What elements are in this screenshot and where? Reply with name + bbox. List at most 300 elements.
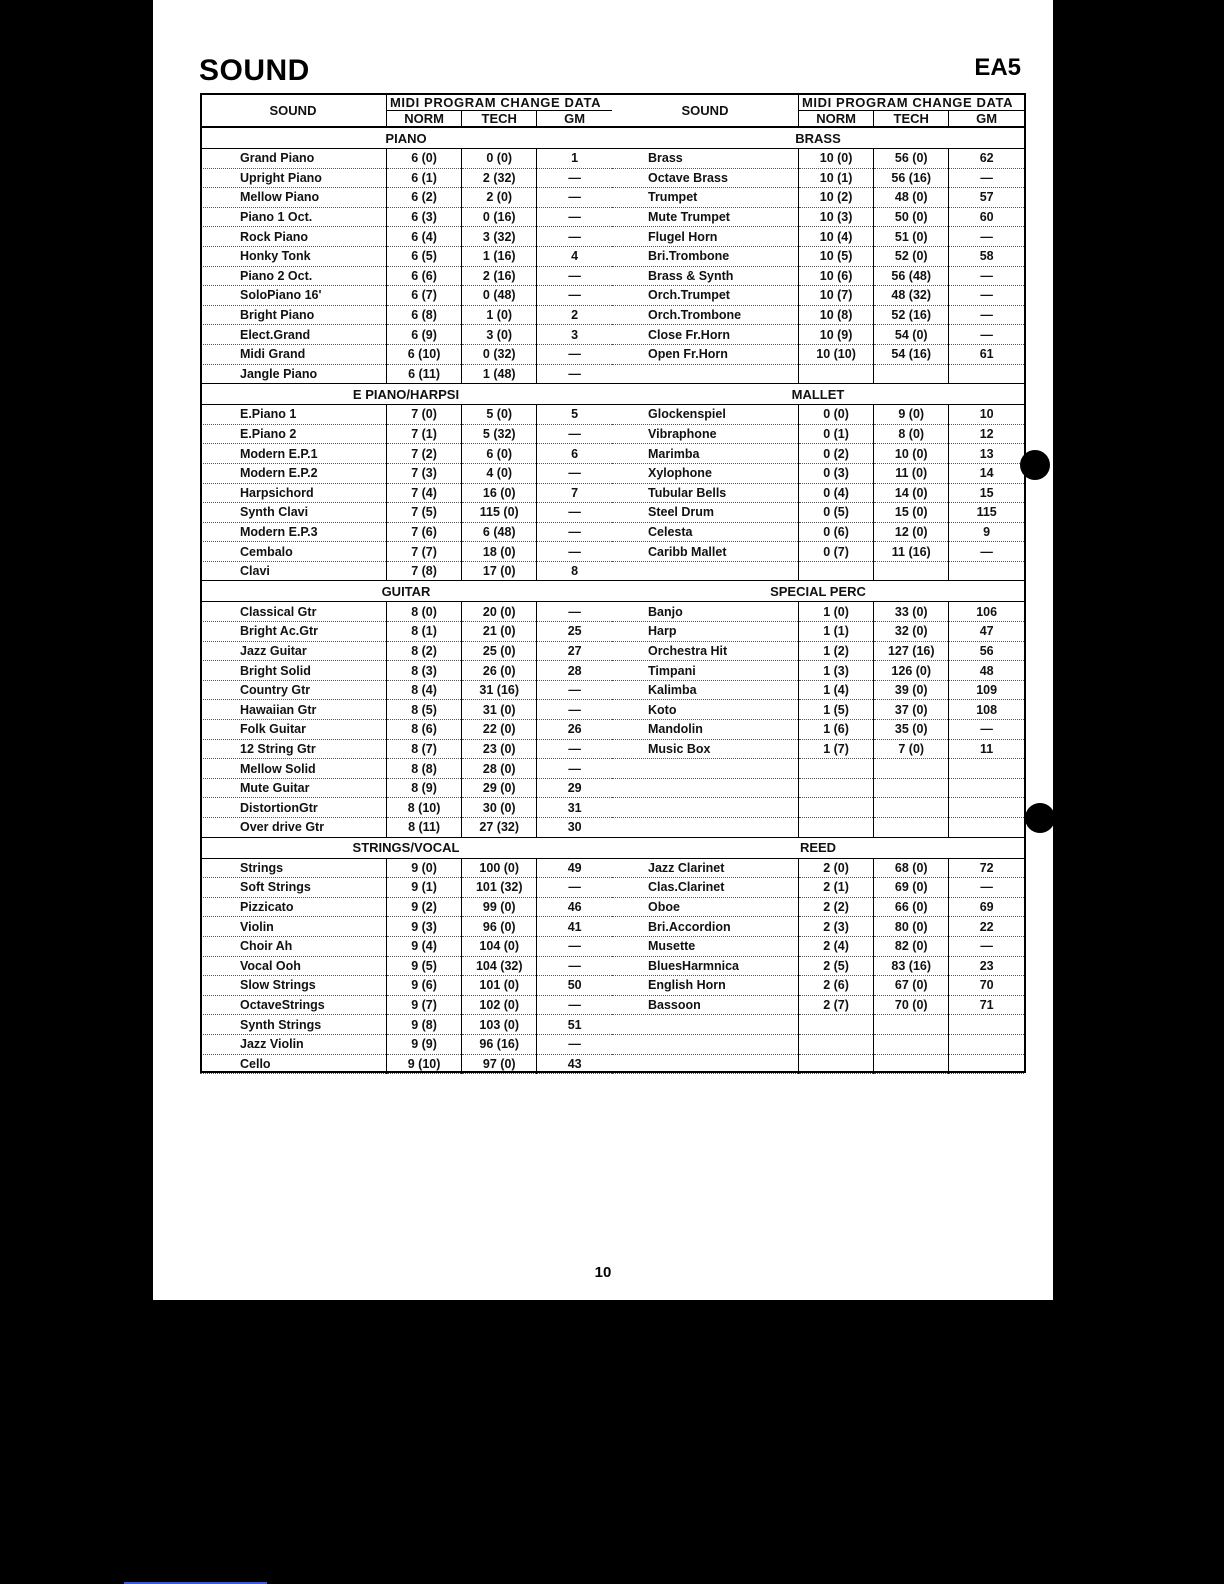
table-row bbox=[200, 995, 612, 1015]
tech-value: 100 (0) bbox=[462, 858, 537, 878]
tech-value: 56 (0) bbox=[874, 149, 949, 169]
norm-value: 10 (6) bbox=[799, 266, 874, 286]
sound-name bbox=[612, 1015, 799, 1035]
sound-name: Honky Tonk bbox=[200, 246, 387, 266]
tech-value: 5 (32) bbox=[462, 424, 537, 444]
tech-value: 20 (0) bbox=[462, 602, 537, 622]
table-row bbox=[612, 188, 1024, 208]
sound-name: Mute Trumpet bbox=[612, 207, 799, 227]
tech-value: 6 (0) bbox=[462, 444, 537, 464]
tech-value: 104 (0) bbox=[462, 936, 537, 956]
tech-value: 50 (0) bbox=[874, 207, 949, 227]
tech-value: 22 (0) bbox=[462, 720, 537, 740]
col-header-tech: TECH bbox=[874, 111, 949, 128]
col-header-tech: TECH bbox=[462, 111, 537, 128]
gm-value: — bbox=[537, 878, 612, 898]
sound-name: Synth Strings bbox=[200, 1015, 387, 1035]
gm-value: 1 bbox=[537, 149, 612, 169]
norm-value bbox=[799, 1034, 874, 1054]
gm-value: — bbox=[537, 168, 612, 188]
table-row bbox=[612, 622, 1024, 642]
norm-value: 6 (10) bbox=[387, 344, 462, 364]
tech-value: 8 (0) bbox=[874, 424, 949, 444]
table-row bbox=[200, 266, 612, 286]
gm-value: — bbox=[949, 227, 1024, 247]
norm-value: 9 (10) bbox=[387, 1054, 462, 1074]
tech-value: 39 (0) bbox=[874, 680, 949, 700]
table-row bbox=[612, 1054, 1024, 1074]
tech-value: 96 (16) bbox=[462, 1034, 537, 1054]
norm-value: 9 (5) bbox=[387, 956, 462, 976]
norm-value: 1 (2) bbox=[799, 641, 874, 661]
sound-name: Mandolin bbox=[612, 720, 799, 740]
table-row bbox=[200, 1034, 612, 1054]
category-label: REED bbox=[612, 837, 1024, 858]
norm-value: 9 (7) bbox=[387, 995, 462, 1015]
sound-name: Vocal Ooh bbox=[200, 956, 387, 976]
table-row bbox=[612, 858, 1024, 878]
sound-name: Banjo bbox=[612, 602, 799, 622]
gm-value: — bbox=[949, 878, 1024, 898]
tech-value: 0 (48) bbox=[462, 286, 537, 306]
table-row bbox=[200, 207, 612, 227]
tech-value: 99 (0) bbox=[462, 897, 537, 917]
table-row bbox=[200, 622, 612, 642]
tech-value: 68 (0) bbox=[874, 858, 949, 878]
sound-name: Xylophone bbox=[612, 463, 799, 483]
gm-value: 49 bbox=[537, 858, 612, 878]
gm-value: 3 bbox=[537, 325, 612, 345]
sound-name: Cello bbox=[200, 1054, 387, 1074]
gm-value bbox=[949, 1054, 1024, 1074]
sound-name: Brass bbox=[612, 149, 799, 169]
table-row bbox=[612, 344, 1024, 364]
table-row bbox=[200, 522, 612, 542]
gm-value: — bbox=[537, 522, 612, 542]
gm-value: 48 bbox=[949, 661, 1024, 681]
sound-name: Bright Ac.Gtr bbox=[200, 622, 387, 642]
tech-value: 15 (0) bbox=[874, 503, 949, 523]
gm-value: — bbox=[537, 995, 612, 1015]
sound-name: OctaveStrings bbox=[200, 995, 387, 1015]
table-row bbox=[612, 424, 1024, 444]
sound-name: Bri.Trombone bbox=[612, 246, 799, 266]
sound-name bbox=[612, 1054, 799, 1074]
table-row bbox=[612, 661, 1024, 681]
norm-value: 8 (9) bbox=[387, 778, 462, 798]
gm-value: 43 bbox=[537, 1054, 612, 1074]
table-row bbox=[200, 956, 612, 976]
table-row bbox=[612, 561, 1024, 581]
gm-value bbox=[949, 561, 1024, 581]
tech-value: 126 (0) bbox=[874, 661, 949, 681]
col-header-midi: MIDI PROGRAM CHANGE DATA bbox=[799, 94, 1025, 111]
sound-name: Harp bbox=[612, 622, 799, 642]
norm-value: 6 (7) bbox=[387, 286, 462, 306]
table-row bbox=[200, 778, 612, 798]
norm-value: 1 (1) bbox=[799, 622, 874, 642]
table-row bbox=[200, 325, 612, 345]
tech-value: 52 (0) bbox=[874, 246, 949, 266]
sound-name: Caribb Mallet bbox=[612, 542, 799, 562]
tech-value: 33 (0) bbox=[874, 602, 949, 622]
table-row bbox=[200, 503, 612, 523]
category-row bbox=[200, 581, 612, 602]
sound-name: Orch.Trombone bbox=[612, 305, 799, 325]
page-title: SOUND bbox=[199, 54, 310, 87]
norm-value: 6 (11) bbox=[387, 364, 462, 384]
gm-value: 10 bbox=[949, 405, 1024, 425]
gm-value: — bbox=[537, 680, 612, 700]
table-row bbox=[200, 739, 612, 759]
table-row bbox=[612, 680, 1024, 700]
sound-name: Music Box bbox=[612, 739, 799, 759]
norm-value: 7 (0) bbox=[387, 405, 462, 425]
tech-value: 1 (0) bbox=[462, 305, 537, 325]
tech-value: 51 (0) bbox=[874, 227, 949, 247]
norm-value: 9 (2) bbox=[387, 897, 462, 917]
norm-value: 8 (0) bbox=[387, 602, 462, 622]
tech-value: 31 (16) bbox=[462, 680, 537, 700]
norm-value: 8 (8) bbox=[387, 759, 462, 779]
gm-value: — bbox=[949, 542, 1024, 562]
gm-value: 62 bbox=[949, 149, 1024, 169]
tech-value: 56 (48) bbox=[874, 266, 949, 286]
gm-value: — bbox=[537, 936, 612, 956]
tech-value bbox=[874, 1015, 949, 1035]
tech-value: 9 (0) bbox=[874, 405, 949, 425]
norm-value: 10 (3) bbox=[799, 207, 874, 227]
sound-name: Mellow Solid bbox=[200, 759, 387, 779]
norm-value: 10 (0) bbox=[799, 149, 874, 169]
category-row bbox=[612, 127, 1024, 149]
category-row bbox=[612, 384, 1024, 405]
sound-name: Oboe bbox=[612, 897, 799, 917]
tech-value: 66 (0) bbox=[874, 897, 949, 917]
gm-value: 4 bbox=[537, 246, 612, 266]
gm-value: 15 bbox=[949, 483, 1024, 503]
norm-value bbox=[799, 1054, 874, 1074]
norm-value: 10 (10) bbox=[799, 344, 874, 364]
gm-value: — bbox=[949, 286, 1024, 306]
sound-name: Bassoon bbox=[612, 995, 799, 1015]
table-row bbox=[200, 424, 612, 444]
gm-value: — bbox=[537, 227, 612, 247]
table-row bbox=[200, 858, 612, 878]
tech-value: 48 (0) bbox=[874, 188, 949, 208]
tech-value: 27 (32) bbox=[462, 818, 537, 838]
gm-value: 23 bbox=[949, 956, 1024, 976]
gm-value: — bbox=[537, 286, 612, 306]
tech-value: 1 (16) bbox=[462, 246, 537, 266]
sound-name: Clas.Clarinet bbox=[612, 878, 799, 898]
gm-value: — bbox=[537, 602, 612, 622]
sound-name: Mute Guitar bbox=[200, 778, 387, 798]
tech-value: 48 (32) bbox=[874, 286, 949, 306]
table-row bbox=[200, 936, 612, 956]
norm-value: 0 (4) bbox=[799, 483, 874, 503]
table-row bbox=[200, 444, 612, 464]
gm-value: — bbox=[949, 266, 1024, 286]
sound-name: Upright Piano bbox=[200, 168, 387, 188]
gm-value: — bbox=[537, 542, 612, 562]
sound-name: Jazz Clarinet bbox=[612, 858, 799, 878]
tech-value: 127 (16) bbox=[874, 641, 949, 661]
sound-name: Classical Gtr bbox=[200, 602, 387, 622]
sound-name: 12 String Gtr bbox=[200, 739, 387, 759]
sound-name: Celesta bbox=[612, 522, 799, 542]
sound-name: Hawaiian Gtr bbox=[200, 700, 387, 720]
tech-value: 0 (16) bbox=[462, 207, 537, 227]
table-row bbox=[612, 503, 1024, 523]
norm-value: 9 (8) bbox=[387, 1015, 462, 1035]
sound-name: E.Piano 1 bbox=[200, 405, 387, 425]
sound-name: Clavi bbox=[200, 561, 387, 581]
gm-value bbox=[949, 364, 1024, 384]
gm-value: — bbox=[537, 463, 612, 483]
tech-value: 21 (0) bbox=[462, 622, 537, 642]
gm-value: 51 bbox=[537, 1015, 612, 1035]
tech-value bbox=[874, 561, 949, 581]
category-label: BRASS bbox=[612, 127, 1024, 149]
sound-name: Orchestra Hit bbox=[612, 641, 799, 661]
tech-value: 37 (0) bbox=[874, 700, 949, 720]
sound-name bbox=[612, 364, 799, 384]
gm-value bbox=[949, 798, 1024, 818]
table-row bbox=[612, 798, 1024, 818]
sound-name: Soft Strings bbox=[200, 878, 387, 898]
norm-value: 9 (6) bbox=[387, 976, 462, 996]
sound-name: Slow Strings bbox=[200, 976, 387, 996]
norm-value: 6 (5) bbox=[387, 246, 462, 266]
table-row bbox=[200, 680, 612, 700]
tech-value: 83 (16) bbox=[874, 956, 949, 976]
table-row bbox=[200, 897, 612, 917]
norm-value: 10 (1) bbox=[799, 168, 874, 188]
table-row bbox=[200, 149, 612, 169]
tech-value bbox=[874, 778, 949, 798]
tech-value bbox=[874, 1054, 949, 1074]
gm-value: 108 bbox=[949, 700, 1024, 720]
sound-name: SoloPiano 16' bbox=[200, 286, 387, 306]
tech-value: 67 (0) bbox=[874, 976, 949, 996]
tech-value: 104 (32) bbox=[462, 956, 537, 976]
norm-value: 0 (2) bbox=[799, 444, 874, 464]
category-label: SPECIAL PERC bbox=[612, 581, 1024, 602]
table-row bbox=[612, 364, 1024, 384]
table-row bbox=[612, 522, 1024, 542]
sound-name: Bright Solid bbox=[200, 661, 387, 681]
sound-name: Mellow Piano bbox=[200, 188, 387, 208]
tech-value: 102 (0) bbox=[462, 995, 537, 1015]
table-row bbox=[200, 602, 612, 622]
tech-value: 103 (0) bbox=[462, 1015, 537, 1035]
category-row bbox=[612, 837, 1024, 858]
model-code: EA5 bbox=[974, 54, 1021, 81]
sound-name: Kalimba bbox=[612, 680, 799, 700]
norm-value: 1 (7) bbox=[799, 739, 874, 759]
table-row bbox=[200, 364, 612, 384]
norm-value: 6 (4) bbox=[387, 227, 462, 247]
norm-value: 0 (7) bbox=[799, 542, 874, 562]
gm-value: 22 bbox=[949, 917, 1024, 937]
tech-value: 101 (32) bbox=[462, 878, 537, 898]
sound-table-left bbox=[200, 93, 612, 1074]
norm-value bbox=[799, 1015, 874, 1035]
norm-value: 6 (8) bbox=[387, 305, 462, 325]
norm-value: 8 (11) bbox=[387, 818, 462, 838]
sound-name: Piano 1 Oct. bbox=[200, 207, 387, 227]
tech-value bbox=[874, 759, 949, 779]
tech-value: 18 (0) bbox=[462, 542, 537, 562]
norm-value: 8 (6) bbox=[387, 720, 462, 740]
table-row bbox=[612, 778, 1024, 798]
tech-value: 35 (0) bbox=[874, 720, 949, 740]
table-row bbox=[200, 542, 612, 562]
table-row bbox=[612, 917, 1024, 937]
tech-value: 11 (0) bbox=[874, 463, 949, 483]
table-row bbox=[612, 700, 1024, 720]
tech-value: 25 (0) bbox=[462, 641, 537, 661]
norm-value: 9 (4) bbox=[387, 936, 462, 956]
sound-name: Rock Piano bbox=[200, 227, 387, 247]
gm-value: 11 bbox=[949, 739, 1024, 759]
gm-value: 50 bbox=[537, 976, 612, 996]
table-row bbox=[200, 344, 612, 364]
table-row bbox=[612, 266, 1024, 286]
gm-value: 58 bbox=[949, 246, 1024, 266]
norm-value: 6 (9) bbox=[387, 325, 462, 345]
norm-value: 10 (9) bbox=[799, 325, 874, 345]
table-row bbox=[612, 325, 1024, 345]
table-row bbox=[612, 739, 1024, 759]
table-row bbox=[612, 149, 1024, 169]
sound-name: Close Fr.Horn bbox=[612, 325, 799, 345]
norm-value bbox=[799, 818, 874, 838]
tech-value: 3 (0) bbox=[462, 325, 537, 345]
category-label: E PIANO/HARPSI bbox=[200, 384, 612, 405]
tech-value: 29 (0) bbox=[462, 778, 537, 798]
table-row bbox=[200, 463, 612, 483]
tech-value bbox=[874, 818, 949, 838]
gm-value: — bbox=[537, 700, 612, 720]
norm-value: 0 (1) bbox=[799, 424, 874, 444]
tech-value bbox=[874, 364, 949, 384]
sound-name: Orch.Trumpet bbox=[612, 286, 799, 306]
page-number: 10 bbox=[594, 1264, 612, 1281]
table-row bbox=[612, 720, 1024, 740]
sound-name: Grand Piano bbox=[200, 149, 387, 169]
category-label: PIANO bbox=[200, 127, 612, 149]
tech-value: 2 (0) bbox=[462, 188, 537, 208]
table-row bbox=[612, 818, 1024, 838]
document-page bbox=[153, 0, 1053, 1300]
norm-value: 8 (10) bbox=[387, 798, 462, 818]
sound-name: Violin bbox=[200, 917, 387, 937]
sound-name: Open Fr.Horn bbox=[612, 344, 799, 364]
table-row bbox=[612, 1015, 1024, 1035]
sound-name: Flugel Horn bbox=[612, 227, 799, 247]
tech-value: 3 (32) bbox=[462, 227, 537, 247]
table-row bbox=[612, 936, 1024, 956]
tech-value: 17 (0) bbox=[462, 561, 537, 581]
gm-value: — bbox=[949, 168, 1024, 188]
norm-value bbox=[799, 364, 874, 384]
norm-value: 6 (3) bbox=[387, 207, 462, 227]
binder-hole bbox=[1025, 803, 1055, 833]
norm-value: 8 (2) bbox=[387, 641, 462, 661]
gm-value: — bbox=[537, 344, 612, 364]
gm-value: 28 bbox=[537, 661, 612, 681]
sound-name: Harpsichord bbox=[200, 483, 387, 503]
sound-name: Elect.Grand bbox=[200, 325, 387, 345]
gm-value bbox=[949, 818, 1024, 838]
gm-value: — bbox=[537, 1034, 612, 1054]
gm-value: — bbox=[537, 364, 612, 384]
norm-value: 7 (7) bbox=[387, 542, 462, 562]
norm-value: 8 (3) bbox=[387, 661, 462, 681]
norm-value: 1 (3) bbox=[799, 661, 874, 681]
tech-value: 56 (16) bbox=[874, 168, 949, 188]
tech-value: 14 (0) bbox=[874, 483, 949, 503]
table-row bbox=[612, 463, 1024, 483]
table-row bbox=[612, 956, 1024, 976]
sound-name bbox=[612, 561, 799, 581]
table-row bbox=[612, 483, 1024, 503]
table-row bbox=[612, 897, 1024, 917]
sound-name: Trumpet bbox=[612, 188, 799, 208]
norm-value: 0 (6) bbox=[799, 522, 874, 542]
table-row bbox=[200, 759, 612, 779]
table-row bbox=[612, 444, 1024, 464]
norm-value: 2 (7) bbox=[799, 995, 874, 1015]
tech-value: 101 (0) bbox=[462, 976, 537, 996]
table-row bbox=[612, 227, 1024, 247]
norm-value: 7 (8) bbox=[387, 561, 462, 581]
sound-name: Country Gtr bbox=[200, 680, 387, 700]
sound-name: Glockenspiel bbox=[612, 405, 799, 425]
tech-value: 26 (0) bbox=[462, 661, 537, 681]
gm-value: 8 bbox=[537, 561, 612, 581]
norm-value bbox=[799, 759, 874, 779]
norm-value: 7 (3) bbox=[387, 463, 462, 483]
gm-value: 72 bbox=[949, 858, 1024, 878]
sound-name: Strings bbox=[200, 858, 387, 878]
tech-value: 70 (0) bbox=[874, 995, 949, 1015]
norm-value: 7 (1) bbox=[387, 424, 462, 444]
sound-name: E.Piano 2 bbox=[200, 424, 387, 444]
gm-value: 2 bbox=[537, 305, 612, 325]
gm-value: — bbox=[537, 739, 612, 759]
gm-value: 12 bbox=[949, 424, 1024, 444]
tech-value: 97 (0) bbox=[462, 1054, 537, 1074]
tech-value: 52 (16) bbox=[874, 305, 949, 325]
col-header-sound: SOUND bbox=[612, 94, 799, 127]
table-row bbox=[200, 641, 612, 661]
gm-value: 41 bbox=[537, 917, 612, 937]
gm-value: — bbox=[949, 720, 1024, 740]
gm-value: 9 bbox=[949, 522, 1024, 542]
norm-value: 8 (4) bbox=[387, 680, 462, 700]
gm-value bbox=[949, 1015, 1024, 1035]
category-label: GUITAR bbox=[200, 581, 612, 602]
gm-value: 109 bbox=[949, 680, 1024, 700]
sound-name: English Horn bbox=[612, 976, 799, 996]
norm-value: 10 (4) bbox=[799, 227, 874, 247]
norm-value: 9 (3) bbox=[387, 917, 462, 937]
sound-name: BluesHarmnica bbox=[612, 956, 799, 976]
sound-name bbox=[612, 798, 799, 818]
